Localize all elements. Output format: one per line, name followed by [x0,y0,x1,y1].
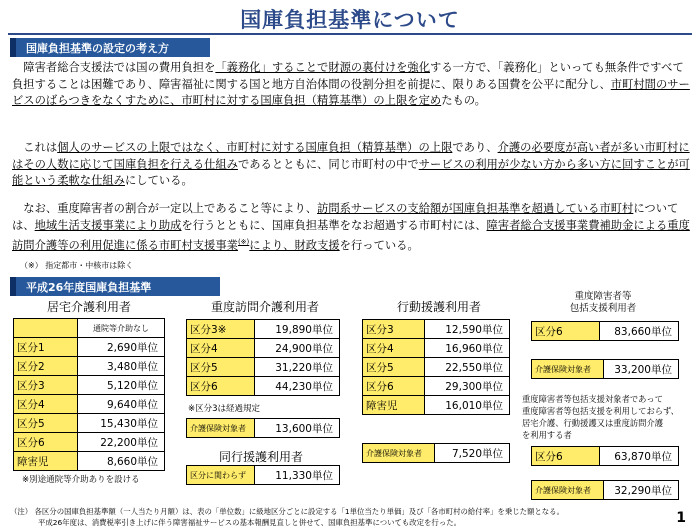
table-row: 区分6 44,230単位 [187,377,340,396]
page-title: 国庫負担基準について [240,8,460,32]
table-row: 障害児 16,010単位 [363,396,510,415]
paragraph-segment: 障害者総合支援事業費補助金による重度訪問介護等の利用促進に係る市町村支援事業 [12,218,690,252]
behavior-support-table [362,319,510,415]
behavior-support-heading: 行動援護利用者 [396,300,481,314]
home-care-table [13,318,165,471]
comprehensive-alt-care-table [531,480,679,500]
accompany-heading: 同行援護利用者 [218,450,303,464]
footnote: （注） 各区分の国庫負担基準額（一人当たり月額）は、表の「単位数」に級地区分ごとに設定する「1単位当たり単価」及び「各市町村の給付率」を乗じた額となる。 平成26年度は、消費税率引き上げに伴う障害福祉サービスの基本報酬見直しと併せて、国庫負担基準についても改定を行った。 [10,507,564,527]
paragraph-segment: 障害者総合支援法では国の費用負担を [23,61,216,74]
paragraph-segment: サービスの利用が少ない方から多い方に回すことが可能という柔軟な仕組み [12,157,690,187]
paragraph-segment: により、財政支援 [249,238,340,252]
table-row: 介護保険対象者 32,290単位 [532,481,679,500]
paragraph-segment: であり、 [452,141,498,154]
table-row: 障害児 8,660単位 [14,452,165,471]
comprehensive-support-care-table [531,359,679,379]
home-care-col-header: 通院等介助なし [78,319,165,338]
table-row: 区分2 3,480単位 [14,357,165,376]
paragraph-segment: これは [23,141,58,154]
comprehensive-support-description: 重度障害者等包括支援対象者であって 重度障害者等包括支援を利用しておらず、 居宅介護、行動援護又は重度訪問介護 を利用する者 [522,394,679,440]
paragraph-segment: する一方で、「義務化」といっても無条件ですべて負担することは困難であり、障害福祉に関する国と地方自治体間の役割分担を前提に、限りある国費を公平に配分し、 [12,61,684,91]
paragraph-segment: については、 [12,202,679,232]
paragraph-3 [12,201,690,254]
paragraph-2 [12,140,690,190]
paragraph-segment: 地域生活支援事業により助成 [34,218,182,232]
paragraph-segment: 市町村間のサービスのばらつきをなくすために、市町村に対する国庫負担（精算基準）の上限を定め [12,77,690,107]
table-row: 区分3 12,590単位 [363,320,510,339]
paragraph-segment: にしている。 [124,174,193,187]
table-row: 介護保険対象者 13,600単位 [187,419,340,438]
table-row: 区分4 24,900単位 [187,339,340,358]
table-row: 区分5 15,430単位 [14,414,165,433]
table-row: 区分3 5,120単位 [14,376,165,395]
home-care-caption: ※別途通院等介助ありを設ける [22,475,140,485]
table-row: 区分4 16,960単位 [363,339,510,358]
severe-visit-heading: 重度訪問介護利用者 [210,300,319,314]
accompany-table [186,465,340,485]
table-row: 介護保険対象者 7,520単位 [363,444,510,463]
table-row: 区分3※ 19,890単位 [187,320,340,339]
paragraph-segment: 個人のサービスの上限ではなく、市町村に対する国庫負担（精算基準）の上限 [57,141,453,154]
behavior-support-care-table [362,443,510,463]
paragraph-segment: (※) [237,238,250,246]
comprehensive-support-heading: 重度障害者等 包括支援利用者 [569,291,637,314]
section-heading-standards: 平成26年度国庫負担基準 [10,277,220,296]
table-row: 区分6 29,300単位 [363,377,510,396]
comprehensive-alt-table [531,446,679,466]
paragraph-segment: 介護の必要度が高い者が多い市町村にはその人数に応じて国庫負担を行える仕組み [12,141,690,171]
home-care-heading: 居宅介護利用者 [46,300,131,314]
severe-visit-caption: ※区分3は経過規定 [188,404,261,414]
table-row: 区分5 31,220単位 [187,358,340,377]
page-number: 1 [676,510,686,526]
table-row: 区分6 83,660単位 [532,322,679,341]
paragraph-segment: なお、重度障害者の割合が一定以上であること等により、 [23,202,318,215]
table-row: 区分1 2,690単位 [14,338,165,357]
table-row: 区分5 22,550単位 [363,358,510,377]
paragraph-segment: 訪問系サービスの支給額が国庫負担基準を超過している市町村 [317,202,634,215]
paragraph-segment: 「義務化」することで財源の裏付けを強化 [215,61,431,74]
table-row: 区分に関わらず 11,330単位 [187,466,340,485]
severe-visit-table [186,319,340,396]
comprehensive-support-table [531,321,679,341]
paragraph-segment: を行っている。 [339,238,419,252]
paragraph-segment: たもの。 [441,94,486,107]
paragraph-segment: であるとともに、同じ市町村の中で [237,157,419,171]
table-row: 区分6 63,870単位 [532,447,679,466]
title-rule [8,33,692,35]
note-text: （※） 指定都市・中核市は除く [20,261,134,270]
paragraph-1 [12,60,690,110]
paragraph-segment: を行うとともに、国庫負担基準をなお超過する市町村には、 [181,218,487,232]
table-row: 介護保険対象者 33,200単位 [532,360,679,379]
severe-visit-care-table [186,418,340,438]
table-row: 区分4 9,640単位 [14,395,165,414]
table-row: 区分6 22,200単位 [14,433,165,452]
section-heading-concept: 国庫負担基準の設定の考え方 [10,38,210,57]
